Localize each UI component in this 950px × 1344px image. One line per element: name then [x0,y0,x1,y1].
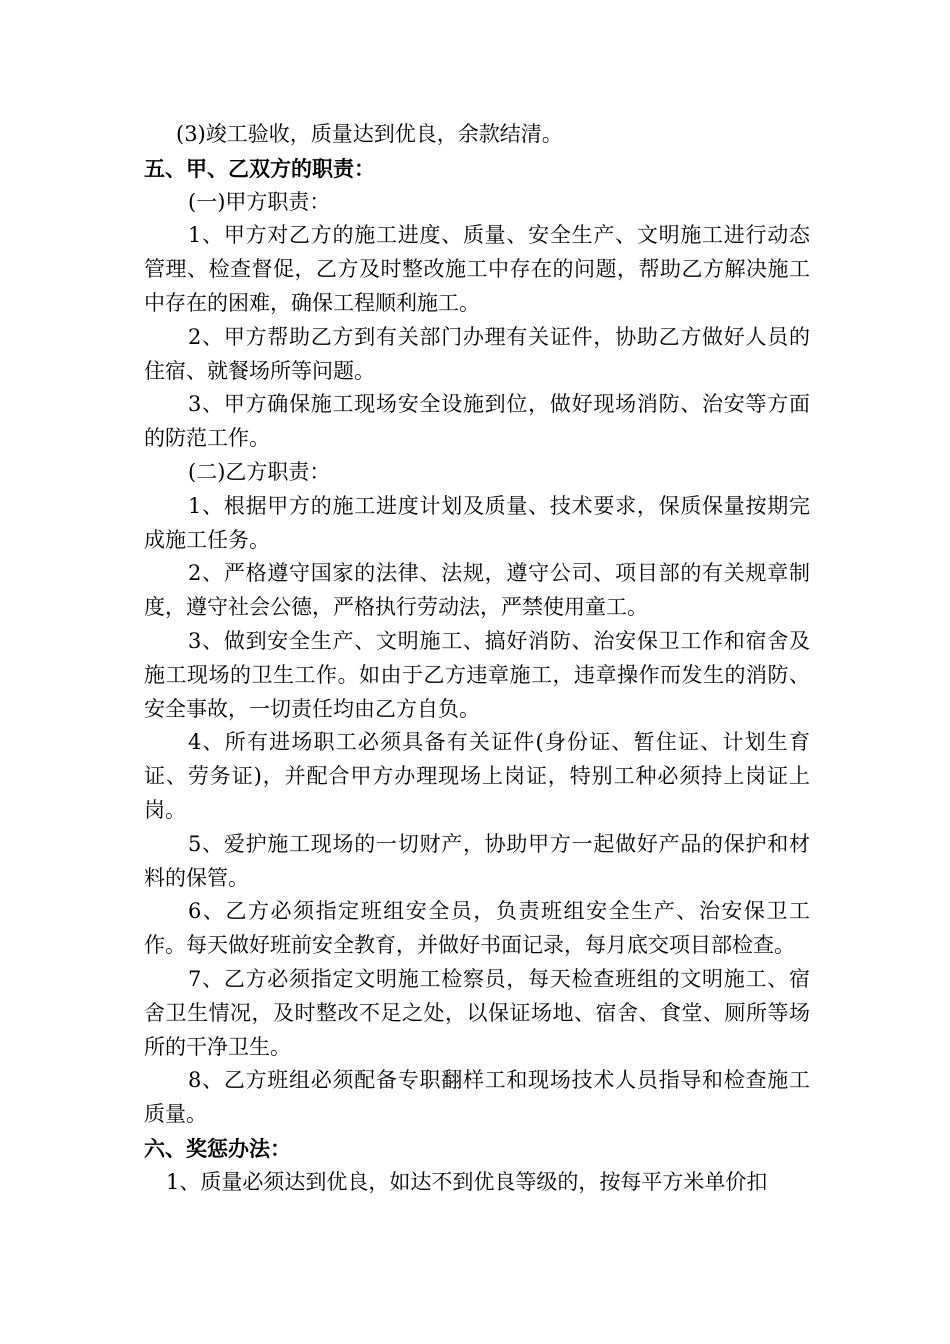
paragraph-b6: 6、乙方必须指定班组安全员，负责班组安全生产、治安保卫工作。每天做好班前安全教育，并做好书面记录，每月底交项目部检查。 [144,899,810,958]
document-body [144,118,810,1200]
paragraph-b1: 1、根据甲方的施工进度计划及质量、技术要求，保质保量按期完成施工任务。 [144,493,810,552]
paragraph-b5: 5、爱护施工现场的一切财产，协助甲方一起做好产品的保护和材料的保管。 [144,831,810,890]
paragraph-a3: 3、甲方确保施工现场安全设施到位，做好现场消防、治安等方面的防范工作。 [144,392,810,451]
paragraph-a2: 2、甲方帮助乙方到有关部门办理有关证件，协助乙方做好人员的住宿、就餐场所等问题。 [144,324,810,383]
paragraph-b2: 2、严格遵守国家的法律、法规，遵守公司、项目部的有关规章制度，遵守社会公德，严格执行劳动法，严禁使用童工。 [144,561,810,620]
subheading-party-b: (二)乙方职责： [188,459,331,484]
paragraph-b8: 8、乙方班组必须配备专职翻样工和现场技术人员指导和检查施工质量。 [144,1068,810,1127]
paragraph-b4: 4、所有进场职工必须具备有关证件(身份证、暂住证、计划生育证、劳务证)，并配合甲方办理现场上岗证，特别工种必须持上岗证上岗。 [144,730,810,822]
section-heading-6: 六、奖惩办法： [144,1135,291,1161]
paragraph-b3: 3、做到安全生产、文明施工、搞好消防、治安保卫工作和宿舍及施工现场的卫生工作。如由于乙方违章施工，违章操作而发生的消防、安全事故，一切责任均由乙方自负。 [144,628,810,721]
paragraph-completion-acceptance: (3)竣工验收，质量达到优良，余款结清。 [176,122,563,146]
section-heading-5: 五、甲、乙双方的职责： [144,155,375,181]
paragraph-b7: 7、乙方必须指定文明施工检察员，每天检查班组的文明施工、宿舍卫生情况，及时整改不足之处，以保证场地、宿舍、食堂、厕所等场所的干净卫生。 [144,966,810,1059]
subheading-party-a: (一)甲方职责： [188,189,331,214]
paragraph-c1: 1、质量必须达到优良，如达不到优良等级的，按每平方米单价扣 [166,1169,768,1194]
paragraph-a1: 1、甲方对乙方的施工进度、质量、安全生产、文明施工进行动态管理、检查督促，乙方及时整改施工中存在的问题，帮助乙方解决施工中存在的困难，确保工程顺利施工。 [144,223,810,315]
